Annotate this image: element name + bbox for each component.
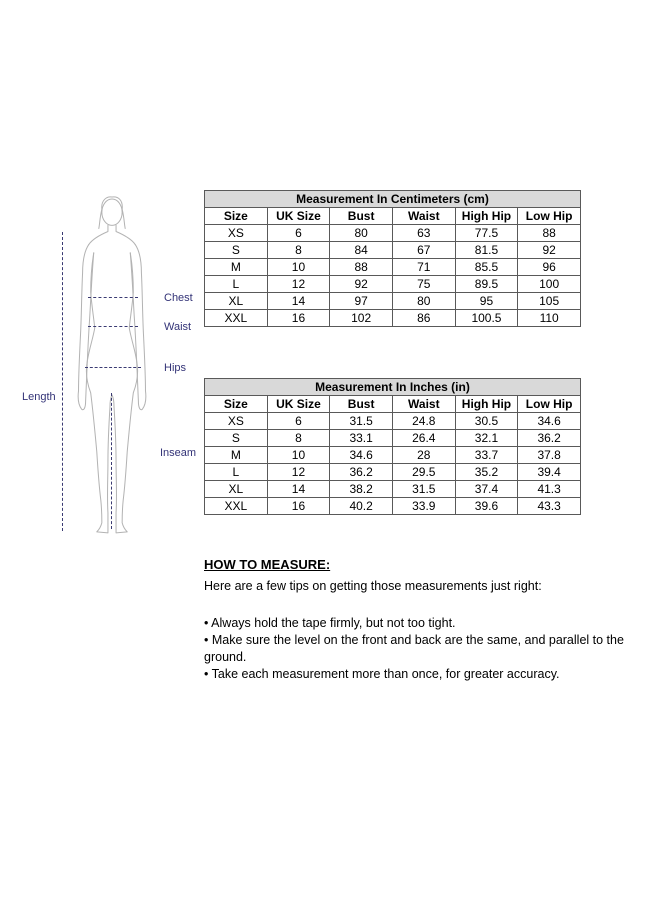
table-cell: XL <box>205 293 268 310</box>
table-cell: XS <box>205 413 268 430</box>
column-header: UK Size <box>267 396 330 413</box>
table-cell: 8 <box>267 242 330 259</box>
column-header: Low Hip <box>518 208 581 225</box>
how-to-measure-section <box>204 556 654 683</box>
table-cell: 39.6 <box>455 498 518 515</box>
table-row <box>205 293 581 310</box>
table-cell: 39.4 <box>518 464 581 481</box>
table-cell: 12 <box>267 276 330 293</box>
table-cell: 80 <box>392 293 455 310</box>
table-cell: 28 <box>392 447 455 464</box>
table-cell: 71 <box>392 259 455 276</box>
table-cell: 86 <box>392 310 455 327</box>
table-cell: 33.9 <box>392 498 455 515</box>
measurement-line-length <box>62 232 63 531</box>
table-cell: 35.2 <box>455 464 518 481</box>
table-cell: 81.5 <box>455 242 518 259</box>
table-cell: 37.4 <box>455 481 518 498</box>
measure-tips-list <box>204 615 654 683</box>
table-cell: 63 <box>392 225 455 242</box>
measure-tip: • Take each measurement more than once, for greater accuracy. <box>204 666 654 683</box>
table-cell: 37.8 <box>518 447 581 464</box>
table-cell: 6 <box>267 413 330 430</box>
column-header: Waist <box>392 396 455 413</box>
table-cell: 40.2 <box>330 498 393 515</box>
table-cell: 34.6 <box>518 413 581 430</box>
measurement-line-chest <box>88 297 138 298</box>
measurement-line-hips <box>85 367 141 368</box>
table-cell: 77.5 <box>455 225 518 242</box>
table-cell: 8 <box>267 430 330 447</box>
woman-silhouette <box>72 196 152 541</box>
table-cell: 10 <box>267 447 330 464</box>
table-cell: 80 <box>330 225 393 242</box>
column-header: Waist <box>392 208 455 225</box>
table-cell: L <box>205 276 268 293</box>
table-cell: 88 <box>330 259 393 276</box>
label-hips: Hips <box>164 362 187 374</box>
neck-shoulder-right <box>116 225 135 244</box>
table-cell: 110 <box>518 310 581 327</box>
measurement-line-waist <box>88 326 138 327</box>
table-cell: 32.1 <box>455 430 518 447</box>
inches-size-table <box>204 378 581 515</box>
table-cell: 67 <box>392 242 455 259</box>
table-cell: XXL <box>205 498 268 515</box>
table-cell: 88 <box>518 225 581 242</box>
column-header: Size <box>205 208 268 225</box>
table-cell: 29.5 <box>392 464 455 481</box>
how-to-measure-heading: HOW TO MEASURE: <box>204 557 331 572</box>
table-cell: 34.6 <box>330 447 393 464</box>
table-row <box>205 276 581 293</box>
table-cell: 14 <box>267 293 330 310</box>
table-cell: 95 <box>455 293 518 310</box>
table-cell: 85.5 <box>455 259 518 276</box>
table-cell: 26.4 <box>392 430 455 447</box>
table-row <box>205 481 581 498</box>
table-row <box>205 447 581 464</box>
column-header: UK Size <box>267 208 330 225</box>
column-header: High Hip <box>455 208 518 225</box>
table-cell: 24.8 <box>392 413 455 430</box>
table-cell: 31.5 <box>330 413 393 430</box>
table-row <box>205 430 581 447</box>
table-cell: 30.5 <box>455 413 518 430</box>
measure-tip: • Always hold the tape firmly, but not too tight. <box>204 615 654 632</box>
table-cell: 84 <box>330 242 393 259</box>
how-to-measure-intro: Here are a few tips on getting those measurements just right: <box>204 579 542 593</box>
table-cell: 14 <box>267 481 330 498</box>
table-row <box>205 225 581 242</box>
table-cell: 10 <box>267 259 330 276</box>
table-cell: 89.5 <box>455 276 518 293</box>
table-cell: 36.2 <box>518 430 581 447</box>
table-cell: M <box>205 259 268 276</box>
table-cell: 100.5 <box>455 310 518 327</box>
table-cell: L <box>205 464 268 481</box>
label-waist: Waist <box>164 321 192 333</box>
table-row <box>205 464 581 481</box>
label-chest: Chest <box>164 292 193 304</box>
column-header: Low Hip <box>518 396 581 413</box>
table-row <box>205 498 581 515</box>
table-row <box>205 242 581 259</box>
table-cell: 102 <box>330 310 393 327</box>
table-cell: 92 <box>518 242 581 259</box>
table-title: Measurement In Inches (in) <box>205 379 581 396</box>
table-row <box>205 310 581 327</box>
head-outline <box>102 199 122 225</box>
label-inseam: Inseam <box>160 447 197 459</box>
table-row <box>205 413 581 430</box>
table-cell: XXL <box>205 310 268 327</box>
table-cell: XL <box>205 481 268 498</box>
table-row <box>205 259 581 276</box>
column-header: High Hip <box>455 396 518 413</box>
table-cell: 38.2 <box>330 481 393 498</box>
table-cell: 12 <box>267 464 330 481</box>
table-cell: 97 <box>330 293 393 310</box>
table-cell: 43.3 <box>518 498 581 515</box>
table-cell: 6 <box>267 225 330 242</box>
table-cell: 33.1 <box>330 430 393 447</box>
table-title: Measurement In Centimeters (cm) <box>205 191 581 208</box>
table-cell: XS <box>205 225 268 242</box>
table-cell: 36.2 <box>330 464 393 481</box>
torso-legs-outline <box>86 253 137 533</box>
table-cell: 96 <box>518 259 581 276</box>
table-cell: 75 <box>392 276 455 293</box>
table-cell: S <box>205 242 268 259</box>
measurement-line-inseam <box>111 393 112 529</box>
column-header: Bust <box>330 208 393 225</box>
measure-tip: • Make sure the level on the front and back are the same, and parallel to the ground. <box>204 632 654 666</box>
table-cell: 31.5 <box>392 481 455 498</box>
column-header: Bust <box>330 396 393 413</box>
column-header: Size <box>205 396 268 413</box>
label-length: Length <box>22 391 56 403</box>
table-cell: 16 <box>267 498 330 515</box>
table-cell: 16 <box>267 310 330 327</box>
table-cell: 92 <box>330 276 393 293</box>
table-cell: M <box>205 447 268 464</box>
table-cell: 33.7 <box>455 447 518 464</box>
table-cell: S <box>205 430 268 447</box>
neck-shoulder-left <box>89 225 108 244</box>
cm-size-table <box>204 190 581 327</box>
table-cell: 41.3 <box>518 481 581 498</box>
table-cell: 105 <box>518 293 581 310</box>
table-cell: 100 <box>518 276 581 293</box>
